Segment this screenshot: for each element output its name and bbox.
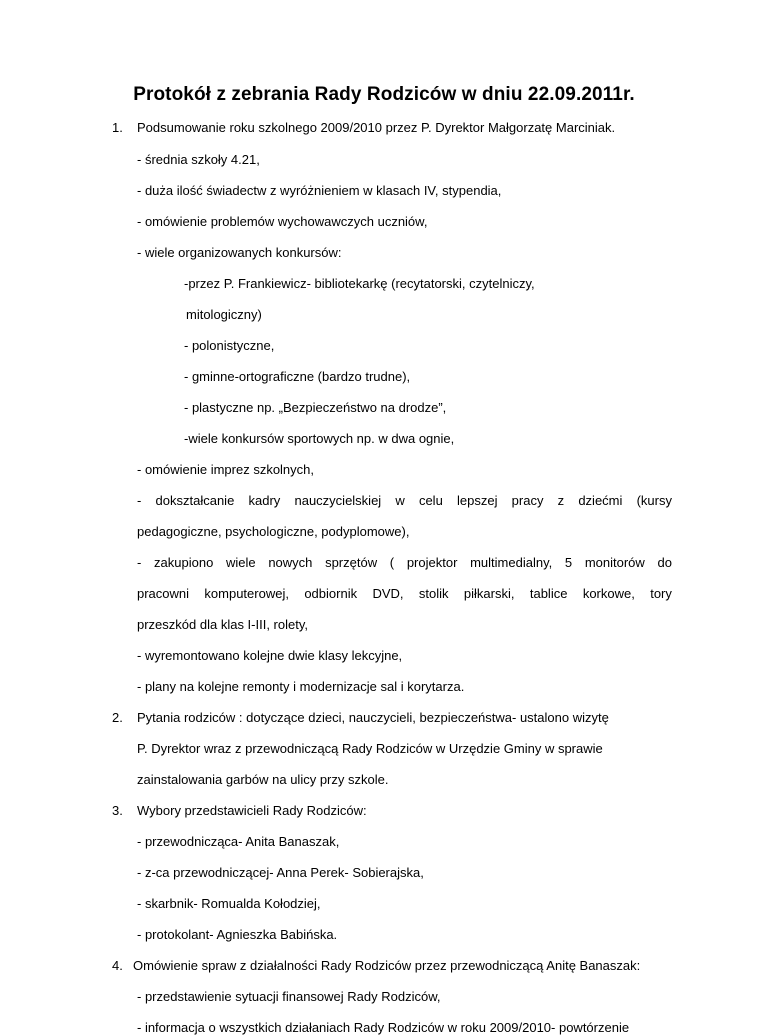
word: pracowni xyxy=(137,586,190,601)
word: (kursy xyxy=(636,493,672,508)
word: korkowe, xyxy=(582,586,635,601)
list-item: - informacja o wszystkich działaniach Rady Rodziców w roku 2009/2010- powtórzenie xyxy=(137,1020,630,1035)
list-item: - duża ilość świadectw z wyróżnieniem w klasach IV, stypendia, xyxy=(137,183,502,198)
list-item: - omówienie imprez szkolnych, xyxy=(137,462,315,477)
sub-list-item: -wiele konkursów sportowych np. w dwa ognie, xyxy=(184,431,455,446)
word: do xyxy=(657,555,672,570)
sub-list-item: mitologiczny) xyxy=(186,307,262,322)
sub-list-item: - polonistyczne, xyxy=(184,338,275,353)
list-item: zainstalowania garbów na ulicy przy szkole. xyxy=(137,772,389,787)
word: stolik xyxy=(418,586,449,601)
word: lepszej xyxy=(457,493,498,508)
word: tory xyxy=(650,586,672,601)
word: dokształcanie xyxy=(155,493,235,508)
word: komputerowej, xyxy=(204,586,289,601)
list-item: - przedstawienie sytuacji finansowej Rady Rodziców, xyxy=(137,989,441,1004)
word: z xyxy=(557,493,565,508)
list-item: - przewodnicząca- Anita Banaszak, xyxy=(137,834,340,849)
item-number: 4. xyxy=(112,958,123,973)
list-item-justified xyxy=(137,555,672,570)
word: projektor xyxy=(406,555,458,570)
item-heading: Pytania rodziców : dotyczące dzieci, nauczycieli, bezpieczeństwa- ustalono wizytę xyxy=(137,710,609,725)
word: 5 xyxy=(564,555,573,570)
list-item-justified xyxy=(137,493,672,508)
word: ( xyxy=(389,555,395,570)
word: kadry xyxy=(248,493,281,508)
list-item: P. Dyrektor wraz z przewodniczącą Rady Rodziców w Urzędzie Gminy w sprawie xyxy=(137,741,603,756)
item-heading: Omówienie spraw z działalności Rady Rodziców przez przewodniczącą Anitę Banaszak: xyxy=(133,958,641,973)
list-item: - skarbnik- Romualda Kołodziej, xyxy=(137,896,321,911)
word: wiele xyxy=(226,555,256,570)
word: dziećmi xyxy=(578,493,623,508)
word: pracy xyxy=(511,493,544,508)
word: DVD, xyxy=(372,586,404,601)
list-item: - plany na kolejne remonty i modernizacje sal i korytarza. xyxy=(137,679,465,694)
word: monitorów xyxy=(584,555,645,570)
list-item: - protokolant- Agnieszka Babińska. xyxy=(137,927,338,942)
word: w xyxy=(395,493,405,508)
word: - xyxy=(137,493,142,508)
word: celu xyxy=(418,493,443,508)
document-title: Protokół z zebrania Rady Rodziców w dniu 22.09.2011r. xyxy=(133,84,635,105)
word: nauczycielskiej xyxy=(294,493,382,508)
list-item: pedagogiczne, psychologiczne, podyplomowe), xyxy=(137,524,410,539)
word: odbiornik xyxy=(304,586,358,601)
word: multimedialny, xyxy=(470,555,553,570)
sub-list-item: -przez P. Frankiewicz- bibliotekarkę (recytatorski, czytelniczy, xyxy=(184,276,535,291)
list-item: - z-ca przewodniczącej- Anna Perek- Sobierajska, xyxy=(137,865,424,880)
list-item: - średnia szkoły 4.21, xyxy=(137,152,260,167)
item-heading: Wybory przedstawicieli Rady Rodziców: xyxy=(137,803,367,818)
list-item: - wiele organizowanych konkursów: xyxy=(137,245,342,260)
list-item: przeszkód dla klas I-III, rolety, xyxy=(137,617,308,632)
word: zakupiono xyxy=(154,555,214,570)
item-number: 2. xyxy=(112,710,123,725)
word: - xyxy=(137,555,142,570)
word: nowych xyxy=(268,555,313,570)
item-number: 3. xyxy=(112,803,123,818)
sub-list-item: - plastyczne np. „Bezpieczeństwo na drodze”, xyxy=(184,400,447,415)
item-heading: Podsumowanie roku szkolnego 2009/2010 przez P. Dyrektor Małgorzatę Marciniak. xyxy=(137,120,616,135)
item-number: 1. xyxy=(112,120,123,135)
list-item: - omówienie problemów wychowawczych uczniów, xyxy=(137,214,428,229)
word: piłkarski, xyxy=(463,586,515,601)
word: sprzętów xyxy=(325,555,378,570)
word: tablice xyxy=(529,586,568,601)
sub-list-item: - gminne-ortograficzne (bardzo trudne), xyxy=(184,369,411,384)
list-item-justified xyxy=(137,586,672,601)
list-item: - wyremontowano kolejne dwie klasy lekcyjne, xyxy=(137,648,403,663)
